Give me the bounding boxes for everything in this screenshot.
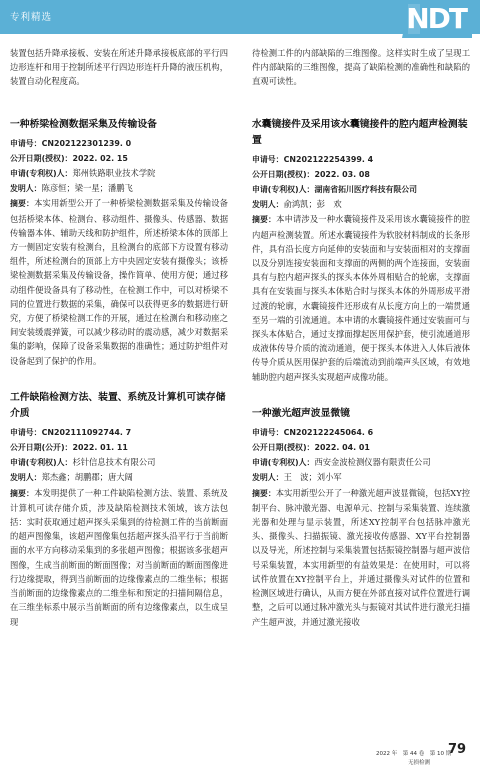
- page-number: 79: [448, 742, 467, 757]
- patent-title: 工件缺陷检测方法、装置、系统及计算机可读存储介质: [10, 391, 226, 419]
- patent-title: 水囊镜接件及采用该水囊镜接件的腔内超声检测装置: [252, 118, 468, 146]
- patent-abstract: 摘要：本发明提供了一种工件缺陷检测方法、装置、系统及计算机可读存储介质，涉及缺陷检测技术领域，该方法包括：实时获取通过超声探头采集到的待检测工件的当前断面的超声图像集，该超声图像集包括超声探头沿平行于当前断面的水平方向移动采集到的多张超声图像；根据该多张超声图像，生成当前断面的断面图像；对当前断面的断面图像进行边缘提取，得到当前断面的边缘像素点的二维坐标；根据当前断面的边缘像素点的二维坐标和预定的扫描间隔信息，在三维坐标系中展示当前断面的所有边缘像素点，以生成呈现: [10, 487, 228, 627]
- patent-owner: 申请(专利权)人：湖南省拓川医疗科技有限公司: [252, 185, 418, 195]
- left-intro-text: 装置包括升降承接板、安装在所述升降承接板底部的平行四边形连杆和用于控制所述平行四边形连杆升降的液压机构，装置自动化程度高。: [10, 48, 228, 87]
- patent-owner: 申请(专利权)人：杉针信息技术有限公司: [10, 457, 156, 468]
- patent-title: 一种激光超声波显微镜: [252, 407, 350, 419]
- application-number: 申请号：CN202122254399. 4: [252, 154, 374, 164]
- inventors: 发明人：俞鸿凯；彭 欢: [252, 199, 342, 210]
- application-number: 申请号：CN202122245064. 6: [252, 427, 374, 437]
- ndt-logo: NDT: [406, 2, 466, 35]
- patent-abstract: 摘要：本申请涉及一种水囊镜接件及采用该水囊镜接件的腔内超声检测装置。所述水囊镜接件为软胶材料制成的长条形件，具有沿长度方向延伸的安装面和与安装面相对的支撑面以及分别连接安装面和支撑面的两侧的两个连接面，安装面具有与腔内超声探头的探头本体外周相贴合的轮廓，支撑面具有在安装面与探头本体贴合时与探头本体的外周形成平滑过渡的轮廓，水囊镜接件还形成有从长度方向上的一端贯通至另一端的引流通道。本申请的水囊镜接件通过安装面可与探头本体贴合，通过支撑面撑起医用保护套，使引流通道形成液体传导介质的流动通道，便于探头本体进入人体后液体传导介质从医用保护套的后端流动到前端声头区域，有效地辅助腔内超声探头实现超声成像功能。: [252, 214, 470, 382]
- publication-date: 公开日期(授权)：2022. 04. 01: [252, 443, 370, 453]
- patent-abstract: 摘要：本实用新型公开了一种桥梁检测数据采集及传输设备包括桥梁本体、检测台、移动组件、摄像头、传感器、数据传输器本体、辅助天线和防护组件，所述桥梁本体的顶部上方一侧固定安装有检测台，且检测台的底部下方设置有移动组件，所述检测台的顶部上方中央固定安装有摄像头；该桥梁检测数据采集及传输设备，操作简单、使用方便；通过移动组件便设备具有了移动性，在检测工作中，可以对桥梁不同的位置进行数据的采集，确保可以获得更多的数据进行研究，方便了桥梁检测工作的开展，通过在检测台和移动座之间安装缓震弹簧，可以减少移动时的震动感，减少对数据采集的影响，保障了设备采集数据的准确性；通过防护组件对设备起到了保护的作用。: [10, 198, 228, 366]
- patent-title: 一种桥梁检测数据采集及传输设备: [10, 118, 157, 130]
- section-label: 专利精选: [10, 12, 53, 23]
- application-number: 申请号：CN202111092744. 7: [10, 427, 132, 437]
- inventors: 发明人：王 波；刘小军: [252, 472, 342, 483]
- patent-entry-4: [252, 406, 470, 629]
- patent-abstract: 摘要：本实用新型公开了一种激光超声波显微镜，包括XY控制平台、脉冲激光器、电源单元、控制与采集装置、连续激光器和处理与显示装置，所述XY控制平台包括脉冲激光头、摄像头、扫描振镜、激光接收传感器、XY平台控制器以及导光，所述控制与采集装置包括振镜控制器与超声波信号采集装置，本实用新型的有益效果是：在使用时，可以将试件放置在XY控制平台上，并通过摄像头对试件的位置和检测区域进行确认，从而方便在外部直接对试件位置进行调整，之后可以通过脉冲激光头与振镜对其试件进行激光扫描产生超声波，并通过激光接收: [252, 487, 470, 627]
- patent-entry-1: [10, 117, 228, 368]
- right-intro-text: 待检测工件的内部缺陷的三维图像。这样实时生成了呈现工件内部缺陷的三维图像，提高了缺陷检测的准确性和缺陷的直观可读性。: [252, 48, 470, 87]
- patent-entry-3: [252, 117, 470, 384]
- inventors: 发明人：陈彦恒；梁一星；潘鹏飞: [10, 183, 133, 194]
- patent-entry-2: [10, 390, 228, 629]
- journal-name: 无损检测: [408, 760, 431, 766]
- inventors: 发明人：郑杰鑫；胡鹏郡；唐大阔: [10, 472, 133, 483]
- publication-date: 公开日期(公开)：2022. 01. 11: [10, 443, 128, 453]
- application-number: 申请号：CN202122301239. 0: [10, 138, 132, 148]
- right-column: [252, 46, 470, 629]
- patent-owner: 申请(专利权)人：郑州铁路职业技术学院: [10, 168, 156, 179]
- issue-info: 2022 年 第 44 卷 第 10 期: [376, 751, 452, 757]
- left-column: [10, 46, 228, 629]
- publication-date: 公开日期(授权)：2022. 03. 08: [252, 169, 370, 179]
- patent-owner: 申请(专利权)人：西安金波检测仪器有限责任公司: [252, 457, 431, 468]
- publication-date: 公开日期(授权)：2022. 02. 15: [10, 153, 128, 163]
